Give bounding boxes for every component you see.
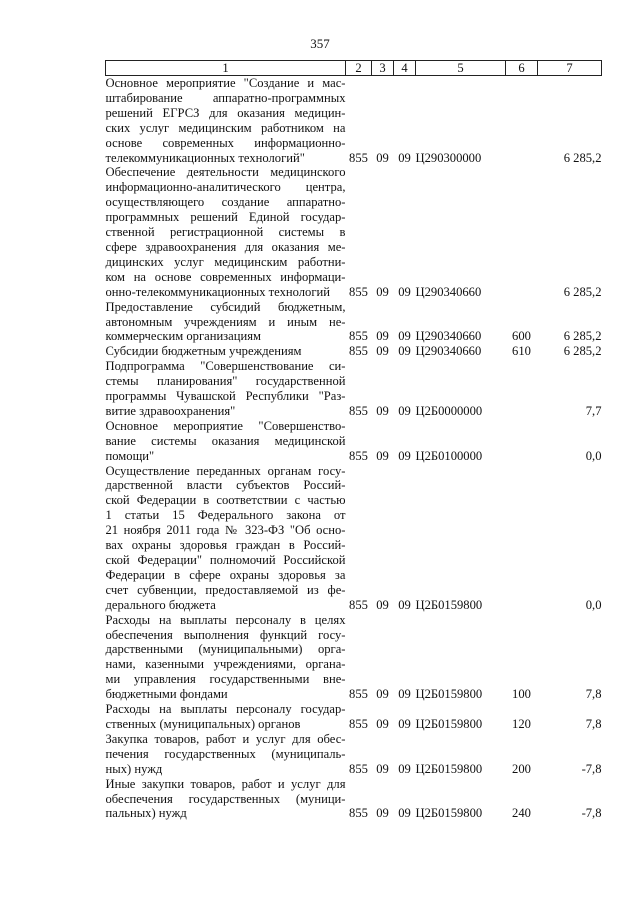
amount: 6 285,2 (563, 329, 602, 344)
row-description (106, 777, 346, 822)
description-line: ской Федерации" полномочий Российской (105, 553, 346, 567)
description-line: печения государственных (муниципаль- (105, 746, 346, 761)
target-article-code: Ц290340660 (415, 284, 482, 299)
table-row (106, 165, 602, 299)
table-row (106, 702, 602, 732)
description-line: 21 ноября 2011 года № 323-ФЗ "Об осно- (105, 523, 346, 538)
subsection-code: 09 (398, 687, 411, 702)
description-line: программы Чувашской Республики "Раз- (105, 389, 346, 404)
description-line: дерального бюджета (105, 597, 216, 612)
table-row (106, 300, 602, 345)
header-col-5: 5 (416, 61, 506, 76)
target-article-code: Ц2Б0100000 (415, 448, 483, 463)
row-description (106, 464, 346, 613)
header-col-7: 7 (538, 61, 602, 76)
row-description (106, 419, 346, 464)
description-line: штабирование аппаратно-программных (105, 90, 346, 105)
description-line: помощи" (105, 448, 155, 463)
subsection-code: 09 (398, 806, 411, 821)
description-line: дарственными (муниципальными) орга- (105, 642, 346, 657)
target-article-code: Ц2Б0000000 (415, 403, 483, 418)
description-line: сфере здравоохранения для оказания ме- (105, 239, 346, 254)
description-line: телекоммуникационных технологий" (105, 150, 305, 165)
description-line: нами, казенными учреждениями, органа- (105, 657, 346, 672)
table-row (106, 777, 602, 822)
header-col-4: 4 (394, 61, 416, 76)
amount: 7,7 (585, 403, 602, 418)
target-article-code: Ц2Б0159800 (415, 761, 483, 776)
target-article-code: Ц290340660 (415, 329, 482, 344)
description-line: вание системы оказания медицинской (105, 433, 346, 448)
table-row (106, 76, 602, 166)
ministry-code: 855 (349, 329, 368, 344)
section-code: 09 (376, 284, 389, 299)
row-description (106, 613, 346, 702)
description-line: Предоставление субсидий бюджетным, (105, 299, 346, 314)
description-line: Субсидии бюджетным учреждениям (105, 344, 302, 359)
budget-table (105, 60, 602, 821)
ministry-code: 855 (349, 806, 368, 821)
amount: 6 285,2 (563, 344, 602, 359)
ministry-code: 855 (349, 150, 368, 165)
row-description (106, 359, 346, 419)
table-row (106, 613, 602, 702)
expense-type-code: 240 (512, 806, 531, 821)
description-line: дицинских услуг медицинским работни- (105, 254, 346, 269)
expense-type-code (506, 76, 538, 166)
ministry-code: 855 (349, 448, 368, 463)
description-line: Федерации в сфере охраны здоровья за (105, 567, 346, 582)
expense-type-code: 100 (512, 687, 531, 702)
description-line: ственных (муниципальных) органов (105, 716, 301, 731)
description-line: бюджетными фондами (105, 687, 228, 702)
row-description (106, 702, 346, 732)
table-body (106, 76, 602, 822)
row-description (106, 165, 346, 299)
description-line: счет субвенции, предоставляемой из фе- (105, 582, 346, 597)
description-line: ных) нужд (105, 761, 163, 776)
subsection-code: 09 (398, 284, 411, 299)
description-line: Подпрограмма "Совершенствование си- (105, 359, 346, 374)
description-line: обеспечения выполнения функций госу- (105, 627, 346, 642)
section-code: 09 (376, 806, 389, 821)
description-line: ми управления государственными вне- (105, 672, 346, 687)
table-row (106, 419, 602, 464)
description-line: коммерческим организациям (105, 329, 261, 344)
section-code: 09 (376, 329, 389, 344)
amount: 7,8 (585, 687, 602, 702)
section-code: 09 (376, 687, 389, 702)
subsection-code: 09 (398, 150, 411, 165)
expense-type-code: 200 (512, 761, 531, 776)
description-line: ской Федерации в соответствии с частью (105, 493, 346, 508)
ministry-code: 855 (349, 716, 368, 731)
amount: 0,0 (585, 448, 602, 463)
header-col-1: 1 (106, 61, 346, 76)
expense-type-code: 120 (512, 716, 531, 731)
description-line: Расходы на выплаты персоналу в целях (105, 612, 346, 627)
row-description (106, 344, 346, 359)
description-line: Основное мероприятие "Создание и мас- (105, 76, 346, 90)
description-line: дарственной власти субъектов Россий- (105, 478, 346, 493)
description-line: 1 статьи 15 Федерального закона от (105, 508, 346, 523)
ministry-code: 855 (349, 761, 368, 776)
subsection-code: 09 (398, 344, 411, 359)
amount: -7,8 (581, 761, 602, 776)
description-line: осуществляющего создание аппаратно- (105, 195, 346, 210)
target-article-code: Ц2Б0159800 (415, 716, 483, 731)
subsection-code: 09 (398, 597, 411, 612)
expense-type-code (506, 359, 538, 419)
amount: 0,0 (585, 597, 602, 612)
section-code: 09 (376, 716, 389, 731)
section-code: 09 (376, 344, 389, 359)
amount: 6 285,2 (563, 150, 602, 165)
table-row (106, 344, 602, 359)
description-line: информационно-аналитического центра, (105, 180, 346, 195)
subsection-code: 09 (398, 403, 411, 418)
row-description (106, 76, 346, 166)
expense-type-code: 600 (512, 329, 531, 344)
description-line: Закупка товаров, работ и услуг для обес- (105, 731, 346, 746)
section-code: 09 (376, 761, 389, 776)
target-article-code: Ц2Б0159800 (415, 687, 483, 702)
table-row (106, 359, 602, 419)
description-line: основе современных информационно- (105, 135, 346, 150)
description-line: Осуществление переданных органам госу- (105, 463, 346, 478)
description-line: ственной регистрационной системы в (105, 225, 346, 240)
target-article-code: Ц290340660 (415, 344, 482, 359)
header-col-2: 2 (346, 61, 372, 76)
description-line: решений ЕГРСЗ для оказания медицин- (105, 105, 346, 120)
description-line: Основное мероприятие "Совершенство- (105, 418, 346, 433)
ministry-code: 855 (349, 344, 368, 359)
description-line: программных решений Единой государ- (105, 210, 346, 225)
expense-type-code (506, 419, 538, 464)
description-line: онно-телекоммуникационных технологий (105, 284, 330, 299)
description-line: Обеспечение деятельности медицинского (105, 165, 346, 180)
section-code: 09 (376, 150, 389, 165)
ministry-code: 855 (349, 597, 368, 612)
amount: 6 285,2 (563, 284, 602, 299)
description-line: пальных) нужд (105, 806, 187, 821)
expense-type-code: 610 (512, 344, 531, 359)
subsection-code: 09 (398, 329, 411, 344)
ministry-code: 855 (349, 284, 368, 299)
row-description (106, 732, 346, 777)
header-col-6: 6 (506, 61, 538, 76)
section-code: 09 (376, 403, 389, 418)
target-article-code: Ц290300000 (415, 150, 482, 165)
target-article-code: Ц2Б0159800 (415, 597, 483, 612)
description-line: Расходы на выплаты персоналу государ- (105, 702, 346, 717)
table-header-row (106, 61, 602, 76)
subsection-code: 09 (398, 761, 411, 776)
amount: -7,8 (581, 806, 602, 821)
header-col-3: 3 (372, 61, 394, 76)
row-description (106, 300, 346, 345)
expense-type-code (506, 464, 538, 613)
description-line: вах охраны здоровья граждан в Россий- (105, 538, 346, 553)
description-line: Иные закупки товаров, работ и услуг для (105, 776, 346, 791)
description-line: стемы планирования" государственной (105, 374, 346, 389)
description-line: обеспечения государственных (муници- (105, 791, 346, 806)
ministry-code: 855 (349, 403, 368, 418)
amount: 7,8 (585, 716, 602, 731)
description-line: ком на основе современных информаци- (105, 269, 346, 284)
section-code: 09 (376, 448, 389, 463)
section-code: 09 (376, 597, 389, 612)
subsection-code: 09 (398, 716, 411, 731)
ministry-code: 855 (349, 687, 368, 702)
page-number: 357 (310, 36, 330, 51)
description-line: автономным учреждениям и иным не- (105, 314, 346, 329)
expense-type-code (506, 165, 538, 299)
table-row (106, 732, 602, 777)
description-line: витие здравоохранения" (105, 403, 236, 418)
description-line: ских услуг медицинским работником на (105, 120, 346, 135)
target-article-code: Ц2Б0159800 (415, 806, 483, 821)
subsection-code: 09 (398, 448, 411, 463)
table-row (106, 464, 602, 613)
